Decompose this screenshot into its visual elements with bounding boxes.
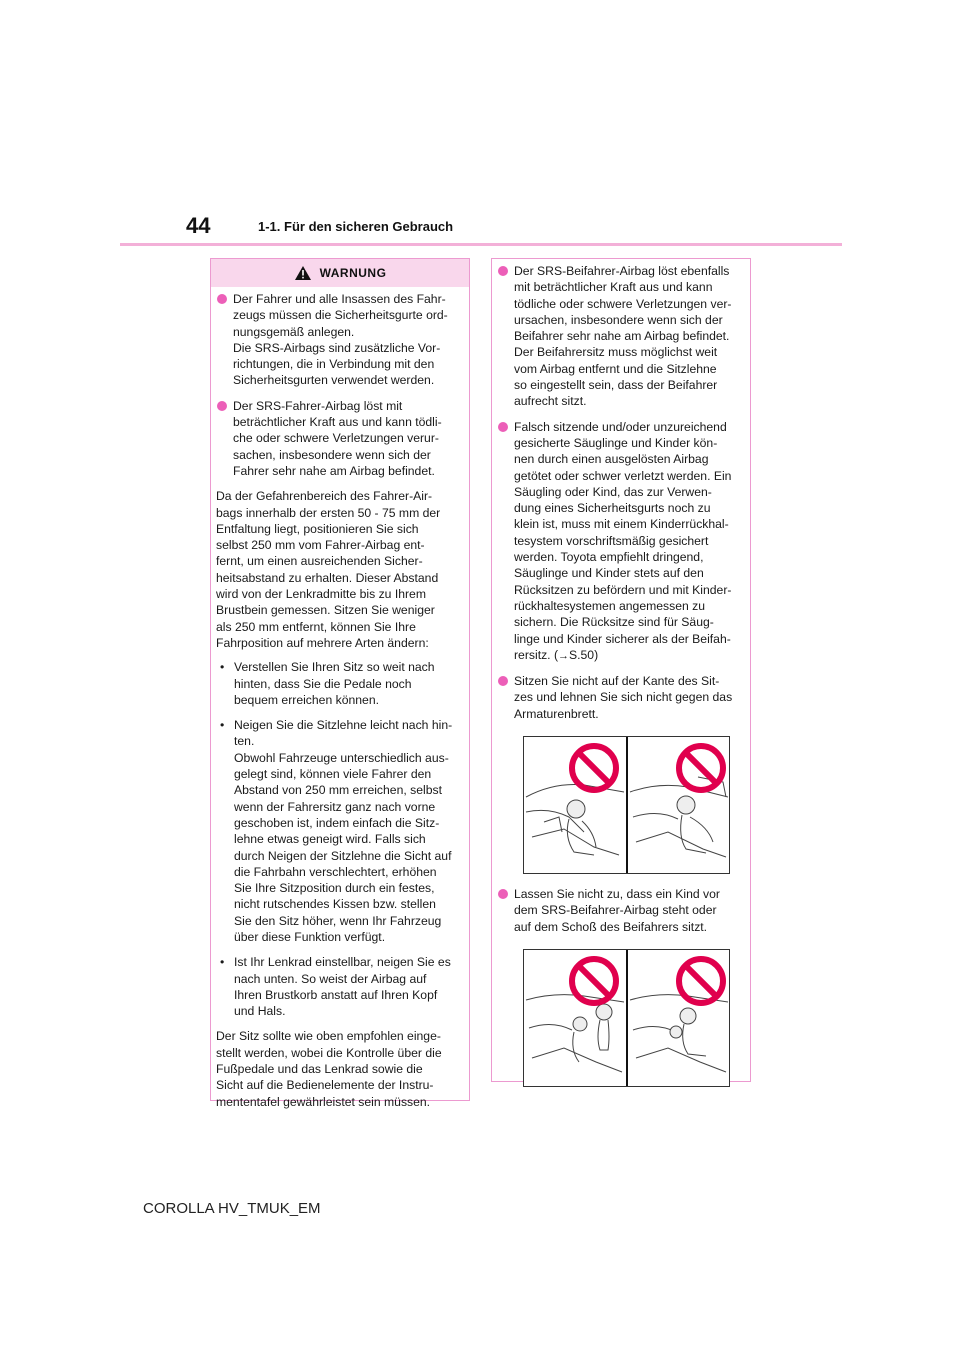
bullet-dot-icon	[498, 422, 508, 432]
prohibited-icon	[568, 955, 620, 1007]
bullet-text: Der SRS-Beifahrer-Airbag löst ebenfalls mit beträchtlicher Kraft aus und kann tödliche oder schwere Verletzungen ver- ursachen, insbesondere wenn sich der Beifahrer sehr nahe am Airbag befindet. Der Beifahrersitz muss möglichst weit vom Airbag entfernt und die Sitzlehne so eingestellt sein, dass der Beifahrer aufrecht sitzt.	[514, 264, 732, 409]
bullet-text	[514, 419, 731, 664]
sub-list-item	[216, 717, 463, 945]
bullet-dot-icon	[498, 889, 508, 899]
arrow-right-icon: →	[558, 649, 570, 662]
paragraph: Der Sitz sollte wie oben empfohlen einge- stellt werden, wobei die Kontrolle über die Fußpedale und das Lenkrad sowie die Sicht auf die Bedienelemente der Instru- mententafel gewährleistet sein müssen.	[216, 1029, 442, 1109]
list-item	[497, 419, 744, 664]
sub-list-item	[216, 659, 463, 708]
bullet-text: Der SRS-Fahrer-Airbag löst mit beträchtlicher Kraft aus und kann tödli- che oder schwere Verletzungen verur- sachen, insbesondere wenn sich der Fahrer sehr nahe am Airbag befindet.	[233, 398, 442, 478]
sub-list-item	[216, 954, 463, 1019]
prohibited-icon	[568, 742, 620, 794]
section-title: 1-1. Für den sicheren Gebrauch	[258, 219, 454, 234]
illustration-child-in-front	[523, 949, 730, 1087]
warning-box	[210, 258, 470, 1109]
bullet-text-body: Falsch sitzende und/oder unzureichend gesicherte Säuglinge und Kinder kön- nen durch einen ausgelösten Airbag getötet oder schwer verletzt werden. Ein Säugling oder Kind, das zur Verwen- dung eines Sicherheitsgurts noch zu klein ist, muss mit einem Kinderrückhal- tesystem vorschriftsmäßig gesichert werden. Toyota empfiehlt dringend, Säuglinge und Kinder stets auf den Rücksitzen zu befördern und mit Kinder- rückhaltesystemen angemessen zu sichern. Die Rücksitze sind für Säug- linge und Kinder sicherer als der Beifah- rersitz. (	[514, 419, 732, 662]
sub-bullet-marker: •	[220, 660, 225, 675]
warning-label: WARNUNG	[319, 266, 387, 280]
warning-triangle-icon	[294, 265, 312, 281]
page-number: 44	[186, 213, 211, 238]
bullet-dot-icon	[217, 294, 227, 304]
bullet-dot-icon	[217, 401, 227, 411]
list-item	[216, 398, 463, 479]
sub-bullet-marker: •	[220, 955, 225, 970]
warning-content	[492, 259, 750, 1087]
list-item	[497, 886, 744, 935]
page-reference-link[interactable]: S.50)	[569, 647, 599, 662]
bullet-text: Lassen Sie nicht zu, dass ein Kind vor dem SRS-Beifahrer-Airbag steht oder auf dem Schoß des Beifahrers sitzt.	[514, 887, 720, 934]
sub-bullet-marker: •	[220, 718, 225, 733]
list-item	[216, 291, 463, 389]
header-rule	[120, 243, 842, 246]
warning-content	[211, 287, 469, 1110]
bullet-dot-icon	[498, 676, 508, 686]
sub-bullet-text: Neigen Sie die Sitzlehne leicht nach hin- ten. Obwohl Fahrzeuge unterschiedlich aus- gelegt sind, können viele Fahrer den Abstand von 250 mm erreichen, selbst wenn der Fahrersitz ganz nach vorne geschoben ist, indem einfach die Sitz- lehne etwas geneigt wird. Falls sich durch Neigen der Sitzlehne die Sicht auf die Fahrbahn verschlechtert, erhöhen Sie Ihre Sitzposition durch ein festes, nicht rutschendes Kissen bzw. stellen Sie den Sitz höher, wenn Ihr Fahrzeug über diese Funktion verfügt.	[234, 718, 453, 944]
prohibited-icon	[675, 955, 727, 1007]
bullet-dot-icon	[498, 266, 508, 276]
sub-bullet-text: Verstellen Sie Ihren Sitz so weit nach hinten, dass Sie die Pedale noch bequem erreichen können.	[234, 660, 435, 707]
paragraph: Da der Gefahrenbereich des Fahrer-Air- bags innerhalb der ersten 50 - 75 mm der Entfaltung liegt, positionieren Sie sich selbst 250 mm vom Fahrer-Airbag ent- fernt, um einen ausreichenden Sicher- heitsabstand zu erhalten. Dieser Abstand wird von der Lenkradmitte bis zu Ihrem Brustbein gemessen. Sitzen Sie weniger als 250 mm entfernt, können Sie Ihre Fahrposition auf mehrere Arten ändern:	[216, 489, 441, 650]
list-item	[497, 263, 744, 410]
prohibited-icon	[675, 742, 727, 794]
bullet-text: Der Fahrer und alle Insassen des Fahr- zeugs müssen die Sicherheitsgurte ord- nungsgemäß anlegen. Die SRS-Airbags sind zusätzliche Vor- richtungen, die in Verbindung mit den Sicherheitsgurten verwendet werden.	[233, 292, 448, 388]
warning-box-continued	[491, 258, 751, 1082]
sub-bullet-text: Ist Ihr Lenkrad einstellbar, neigen Sie es nach unten. So weist der Airbag auf Ihren Brustkorb anstatt auf Ihren Kopf und Hals.	[234, 955, 451, 1019]
illustration-sitting-on-edge	[523, 736, 730, 874]
warning-header	[211, 259, 469, 287]
bullet-text: Sitzen Sie nicht auf der Kante des Sit- zes und lehnen Sie sich nicht gegen das Armaturenbrett.	[514, 674, 733, 721]
list-item	[497, 673, 744, 722]
footer-model-code: COROLLA HV_TMUK_EM	[143, 1200, 321, 1217]
